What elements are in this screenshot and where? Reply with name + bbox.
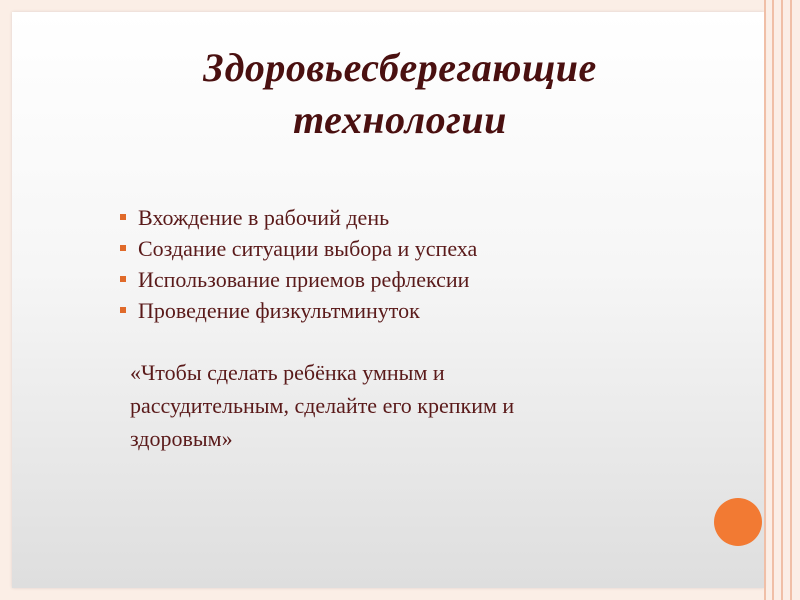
- list-item: [118, 295, 477, 326]
- square-bullet-icon: [120, 276, 126, 282]
- quote-line-2: рассудительным, сделайте его крепким и: [130, 393, 515, 418]
- bullet-list: [118, 202, 477, 326]
- list-item-text: Проведение физкультминуток: [138, 298, 420, 323]
- square-bullet-icon: [120, 245, 126, 251]
- list-item: [118, 202, 477, 233]
- decorative-border-lines: [764, 0, 800, 600]
- slide-title: [90, 42, 710, 146]
- quote-text: [130, 356, 650, 455]
- orange-circle-decoration: [714, 498, 762, 546]
- list-item-text: Использование приемов рефлексии: [138, 267, 470, 292]
- list-item-text: Создание ситуации выбора и успеха: [138, 236, 478, 261]
- square-bullet-icon: [120, 307, 126, 313]
- list-item: [118, 233, 477, 264]
- slide-title-line-1: Здоровьесберегающие: [203, 45, 597, 90]
- list-item: [118, 264, 477, 295]
- quote-line-3: здоровым»: [130, 426, 233, 451]
- quote-line-1: «Чтобы сделать ребёнка умным и: [130, 360, 445, 385]
- square-bullet-icon: [120, 214, 126, 220]
- list-item-text: Вхождение в рабочий день: [138, 205, 390, 230]
- slide-title-line-2: технологии: [293, 97, 507, 142]
